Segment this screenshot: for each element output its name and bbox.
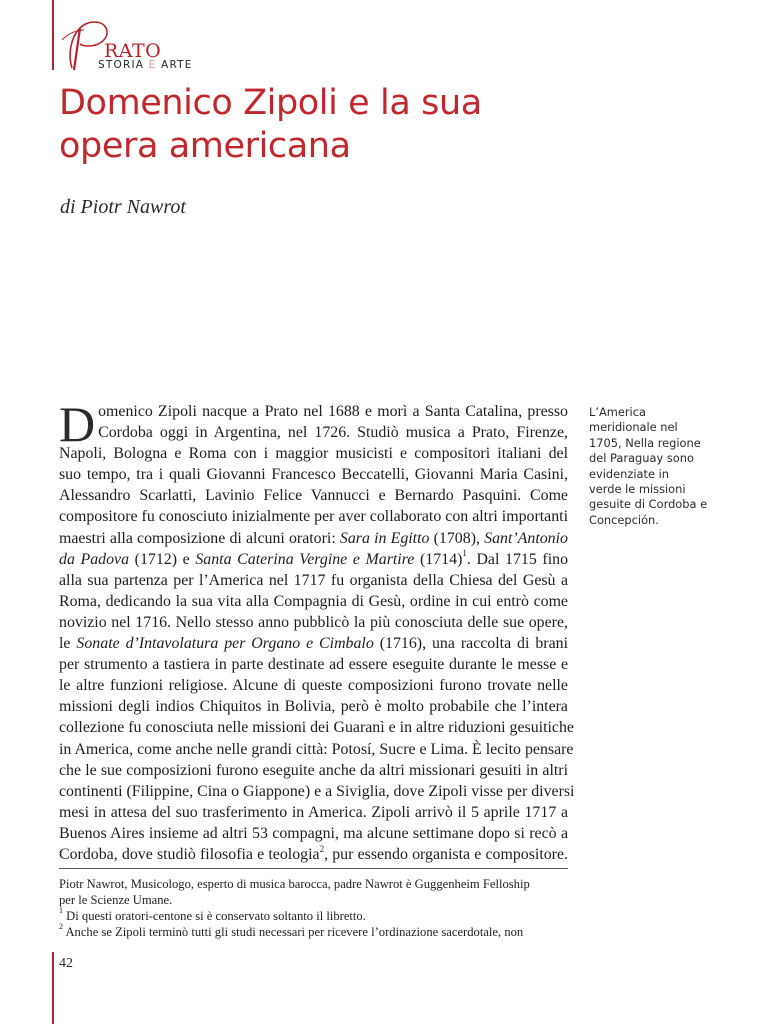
footnote-divider	[59, 868, 568, 869]
footnote-ref: 1	[462, 548, 467, 559]
article-body	[59, 396, 575, 865]
body-line: Napoli, Bologna e Roma con i maggior musicisti e compositori italiani del	[59, 445, 568, 463]
body-line: alla sua partenza per l’America nel 1717 fu organista della Chiesa del Gesù a	[59, 571, 568, 589]
margin-rule-top	[52, 0, 54, 70]
body-line: collezione fu conosciuta nelle missioni dei Guaranì e in altre riduzioni gesuitiche	[59, 719, 574, 737]
article-author: di Piotr Nawrot	[60, 196, 186, 218]
title-line-1: Domenico Zipoli e la sua	[59, 83, 482, 123]
title-line-2: opera americana	[59, 126, 351, 166]
footnote-ref: 2	[319, 843, 325, 854]
body-line: Alessandro Scarlatti, Lavinio Felice Vannucci e Bernardo Pasquini. Come	[59, 487, 568, 505]
footnote-author-note: Piotr Nawrot, Musicologo, esperto di musica barocca, padre Nawrot è Guggenheim Felloship	[59, 877, 530, 891]
prato-logo	[58, 16, 218, 76]
footnote-1: $^1$ Di questi oratori-centone si è conservato soltanto il libretto.	[59, 905, 366, 923]
margin-rule-bottom	[52, 952, 54, 1024]
footnote-2: $^2$ Anche se Zipoli terminò tutti gli studi necessari per ricevere l’ordinazione sacerdotale, non	[59, 921, 524, 939]
body-line: per strumento a tastiera in parte destinate ad essere eseguite durante le messe e	[59, 656, 568, 674]
footnotes	[59, 876, 579, 940]
body-line: maestri alla composizione di alcuni oratori: Sara in Egitto (1708), Sant’Antonio	[59, 529, 568, 547]
body-line: compositore fu conosciuto inizialmente per aver collaborato con altri importanti	[59, 508, 568, 526]
body-line: le altre funzioni religiose. Alcune di queste composizioni furono trovate nelle	[59, 677, 568, 695]
body-line: missioni degli indios Chiquitos in Bolivia, però è molto probabile che l’intera	[59, 698, 568, 716]
body-line: Cordoba, dove studiò filosofia e teologia$^2$, pur essendo organista e compositore.	[59, 843, 568, 863]
body-line: continenti (Filippine, Cina o Giappone) e a Siviglia, dove Zipoli visse per diversi	[59, 782, 575, 800]
page-number: 42	[59, 956, 73, 971]
body-line: novizio nel 1716. Nello stesso anno pubblicò la più conosciuta delle sue opere,	[59, 613, 568, 631]
footnote-author-note-cont: per le Scienze Umane.	[59, 893, 173, 907]
drop-cap: D	[59, 396, 96, 452]
body-line: le Sonate d’Intavolatura per Organo e Cimbalo (1716), una raccolta di brani	[59, 635, 568, 653]
logo-text: RATO	[104, 40, 162, 62]
body-line: suo tempo, tra i quali Giovanni Francesco Beccatelli, Giovanni Maria Casini,	[59, 466, 568, 484]
body-line: che le sue composizioni furono eseguite anche da altri missionari gesuiti in altri	[59, 761, 568, 779]
body-line: in America, come anche nelle grandi città: Potosí, Sucre e Lima. È lecito pensare	[59, 740, 574, 758]
logo-subtitle: STORIA E ARTE	[98, 59, 193, 71]
body-line: mesi in attesa del suo trasferimento in America. Zipoli arrivò il 5 aprile 1717 a	[59, 803, 568, 821]
body-line: Roma, dedicando la sua vita alla Compagnia di Gesù, ordine in cui entrò come	[59, 592, 568, 610]
map-caption: L’America meridionale nel 1705, Nella regione del Paraguay sono evidenziate in verde le missioni gesuite di Cordoba e Concepción.	[589, 405, 708, 527]
body-line: Cordoba oggi in Argentina, nel 1726. Studiò musica a Prato, Firenze,	[98, 424, 568, 442]
article-title	[59, 82, 579, 168]
body-line: omenico Zipoli nacque a Prato nel 1688 e morì a Santa Catalina, presso	[98, 403, 568, 420]
body-line: Buenos Aires insieme ad altri 53 compagni, ma alcune settimane dopo si recò a	[59, 824, 568, 842]
body-line: da Padova (1712) e Santa Caterina Vergine e Martire $(1714)^1$. Dal 1715 fino	[59, 548, 569, 568]
